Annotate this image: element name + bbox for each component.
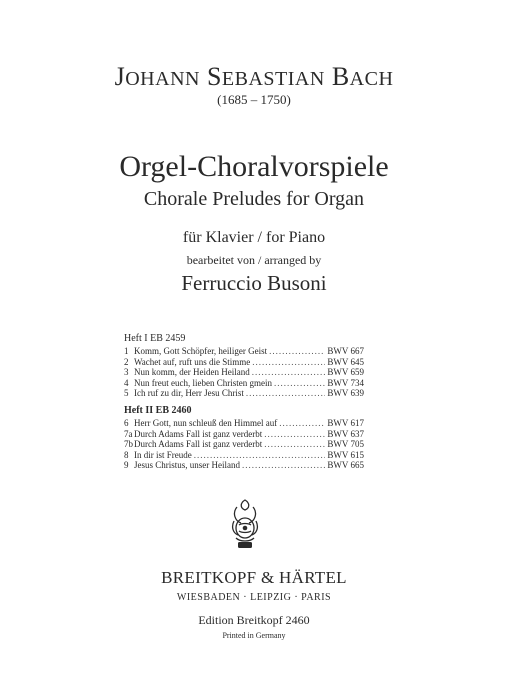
toc-entry-title: Nun komm, der Heiden Heiland <box>134 367 250 377</box>
toc-entry-bwv: BWV 617 <box>327 418 364 428</box>
toc-leader-dots <box>274 378 325 389</box>
publisher-logo <box>227 497 263 551</box>
toc-entry-number: 7a <box>124 428 133 439</box>
toc-entry-number: 6 <box>124 418 129 428</box>
toc-entry-bwv: BWV 665 <box>327 460 364 470</box>
toc-entry <box>124 439 364 450</box>
toc-entry-title: Nun freut euch, lieben Christen gmein <box>134 377 272 388</box>
toc-leader-dots <box>242 460 325 471</box>
toc-entry <box>124 346 364 357</box>
toc-entry-title: Ich ruf zu dir, Herr Jesu Christ <box>134 388 244 398</box>
toc-entry-title: Herr Gott, nun schleuß den Himmel auf <box>134 418 278 428</box>
composer-initial: B <box>331 62 350 91</box>
toc-entry-number: 7b <box>124 439 133 449</box>
toc-entry-number: 5 <box>124 388 129 398</box>
toc-leader-dots <box>194 450 326 461</box>
toc-leader-dots <box>269 346 325 357</box>
toc-leader-dots <box>264 439 325 450</box>
toc-leader-dots <box>252 357 325 368</box>
toc-entry <box>124 357 364 368</box>
publisher-name: BREITKOPF & HÄRTEL <box>161 568 347 587</box>
heft1-heading: Heft I EB 2459 <box>124 333 186 344</box>
title-german: Orgel-Choralvorspiele <box>119 150 389 183</box>
composer-initial: J <box>114 62 126 91</box>
toc-entry-number: 8 <box>124 449 129 460</box>
composer-last-rest: ACH <box>349 68 394 90</box>
composer-name <box>0 62 508 92</box>
toc-entry-title: Komm, Gott Schöpfer, heiliger Geist <box>134 346 268 356</box>
heft1-list <box>124 346 364 399</box>
toc-entry-bwv: BWV 639 <box>327 388 364 398</box>
toc-entry-bwv: BWV 734 <box>327 377 364 388</box>
toc-entry-bwv: BWV 637 <box>327 428 364 439</box>
toc-entry-title: In dir ist Freude <box>134 449 192 460</box>
toc-entry-bwv: BWV 705 <box>327 439 364 449</box>
toc-entry-bwv: BWV 659 <box>327 367 364 377</box>
arranger-name: Ferruccio Busoni <box>181 271 327 295</box>
composer-middle-rest: EBASTIAN <box>221 68 325 90</box>
toc-entry-bwv: BWV 615 <box>327 449 364 460</box>
composer-first-rest: OHANN <box>125 68 200 90</box>
toc-entry-bwv: BWV 667 <box>327 346 364 356</box>
toc-entry-number: 4 <box>124 377 129 388</box>
toc-entry-bwv: BWV 645 <box>327 356 364 367</box>
composer-dates: (1685 – 1750) <box>217 92 291 107</box>
toc-leader-dots <box>264 429 325 440</box>
heft2-list <box>124 418 364 471</box>
toc-entry-title: Jesus Christus, unser Heiland <box>134 460 240 470</box>
toc-entry <box>124 388 364 399</box>
heft2-heading: Heft II EB 2460 <box>124 405 192 416</box>
toc-leader-dots <box>246 388 326 399</box>
toc-entry-number: 3 <box>124 367 129 377</box>
toc-entry <box>124 418 364 429</box>
toc-entry-number: 1 <box>124 346 129 356</box>
toc-entry <box>124 429 364 440</box>
toc-entry-title: Durch Adams Fall ist ganz verderbt <box>134 439 263 449</box>
toc-entry <box>124 367 364 378</box>
toc-entry <box>124 378 364 389</box>
toc-entry-title: Durch Adams Fall ist ganz verderbt <box>134 428 263 439</box>
printed-in: Printed in Germany <box>222 631 286 640</box>
toc-entry-title: Wachet auf, ruft uns die Stimme <box>134 356 251 367</box>
toc-leader-dots <box>252 367 326 378</box>
toc-entry <box>124 460 364 471</box>
publisher-cities: WIESBADEN · LEIPZIG · PARIS <box>176 592 332 603</box>
toc-leader-dots <box>279 418 325 429</box>
instrument-line: für Klavier / for Piano <box>182 229 326 246</box>
toc-entry <box>124 450 364 461</box>
toc-entry-number: 2 <box>124 356 129 367</box>
title-english: Chorale Preludes for Organ <box>143 188 365 210</box>
toc-entry-number: 9 <box>124 460 129 470</box>
arranged-by-label: bearbeitet von / arranged by <box>186 253 322 267</box>
edition-number: Edition Breitkopf 2460 <box>198 613 310 627</box>
composer-initial: S <box>206 62 222 91</box>
